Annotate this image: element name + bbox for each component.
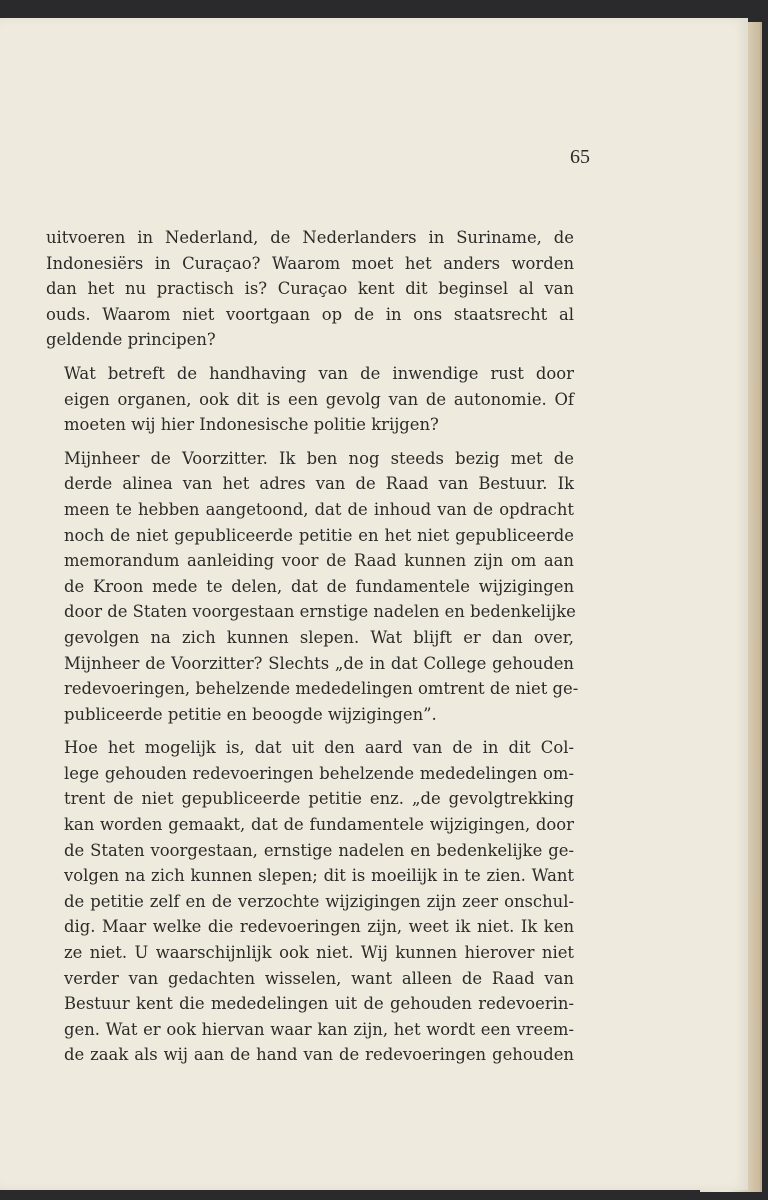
text-line: noch de niet gepubliceerde petitie en het niet gepubliceerde bbox=[64, 525, 574, 545]
paragraph-1 bbox=[46, 225, 574, 353]
text-line: Bestuur kent die mededelingen uit de gehouden redevoerin- bbox=[64, 994, 574, 1014]
text-line: dan het nu practisch is? Curaçao kent dit beginsel al van bbox=[46, 279, 574, 299]
text-line: de Kroon mede te delen, dat de fundamentele wijzigingen bbox=[64, 576, 574, 596]
text-line: geldende principen? bbox=[46, 330, 216, 350]
text-line: derde alinea van het adres van de Raad van Bestuur. Ik bbox=[64, 474, 574, 494]
text-line: publiceerde petitie en beoogde wijzigingen”. bbox=[64, 704, 437, 724]
text-line: trent de niet gepubliceerde petitie enz. „de gevolgtrekking bbox=[64, 789, 574, 809]
text-line: dig. Maar welke die redevoeringen zijn, weet ik niet. Ik ken bbox=[64, 917, 574, 937]
text-line: Indonesiërs in Curaçao? Waarom moet het anders worden bbox=[46, 253, 574, 273]
text-line: eigen organen, ook dit is een gevolg van de autonomie. Of bbox=[64, 389, 574, 409]
paragraph-4 bbox=[46, 735, 574, 1068]
text-line: door de Staten voorgestaan ernstige nadelen en bedenkelijke bbox=[64, 602, 576, 622]
text-line: kan worden gemaakt, dat de fundamentele wijzigingen, door bbox=[64, 815, 574, 835]
paragraph-3 bbox=[46, 446, 579, 728]
text-line: meen te hebben aangetoond, dat de inhoud van de opdracht bbox=[64, 499, 574, 519]
text-line: uitvoeren in Nederland, de Nederlanders in Suriname, de bbox=[46, 228, 574, 247]
text-line: de petitie zelf en de verzochte wijzigingen zijn zeer onschul- bbox=[64, 891, 574, 911]
text-line: gevolgen na zich kunnen slepen. Wat blijft er dan over, bbox=[64, 627, 574, 647]
paragraph-2 bbox=[46, 361, 574, 438]
text-line: ouds. Waarom niet voortgaan op de in ons staatsrecht al bbox=[46, 304, 574, 324]
body-text bbox=[46, 225, 579, 1068]
text-line: moeten wij hier Indonesische politie krijgen? bbox=[64, 415, 439, 435]
text-line: lege gehouden redevoeringen behelzende mededelingen om- bbox=[64, 763, 574, 783]
text-line: Mijnheer de Voorzitter? Slechts „de in dat College gehouden bbox=[64, 653, 574, 673]
text-line: Hoe het mogelijk is, dat uit den aard van de in dit Col- bbox=[64, 738, 574, 758]
text-line: gen. Wat er ook hiervan waar kan zijn, het wordt een vreem- bbox=[64, 1019, 574, 1039]
text-line: Wat betreft de handhaving van de inwendige rust door bbox=[64, 363, 574, 383]
text-line: Mijnheer de Voorzitter. Ik ben nog steeds bezig met de bbox=[64, 448, 574, 468]
text-line: redevoeringen, behelzende mededelingen omtrent de niet ge- bbox=[64, 679, 579, 699]
text-line: ze niet. U waarschijnlijk ook niet. Wij kunnen hierover niet bbox=[64, 943, 574, 963]
book-page bbox=[0, 18, 748, 1190]
text-line: de zaak als wij aan de hand van de redevoeringen gehouden bbox=[64, 1045, 574, 1065]
text-line: memorandum aanleiding voor de Raad kunnen zijn om aan bbox=[64, 551, 574, 571]
text-line: de Staten voorgestaan, ernstige nadelen en bedenkelijke ge- bbox=[64, 840, 574, 860]
text-line: volgen na zich kunnen slepen; dit is moeilijk in te zien. Want bbox=[64, 866, 574, 886]
text-line: verder van gedachten wisselen, want alleen de Raad van bbox=[64, 968, 574, 988]
page-number: 65 bbox=[570, 146, 590, 168]
